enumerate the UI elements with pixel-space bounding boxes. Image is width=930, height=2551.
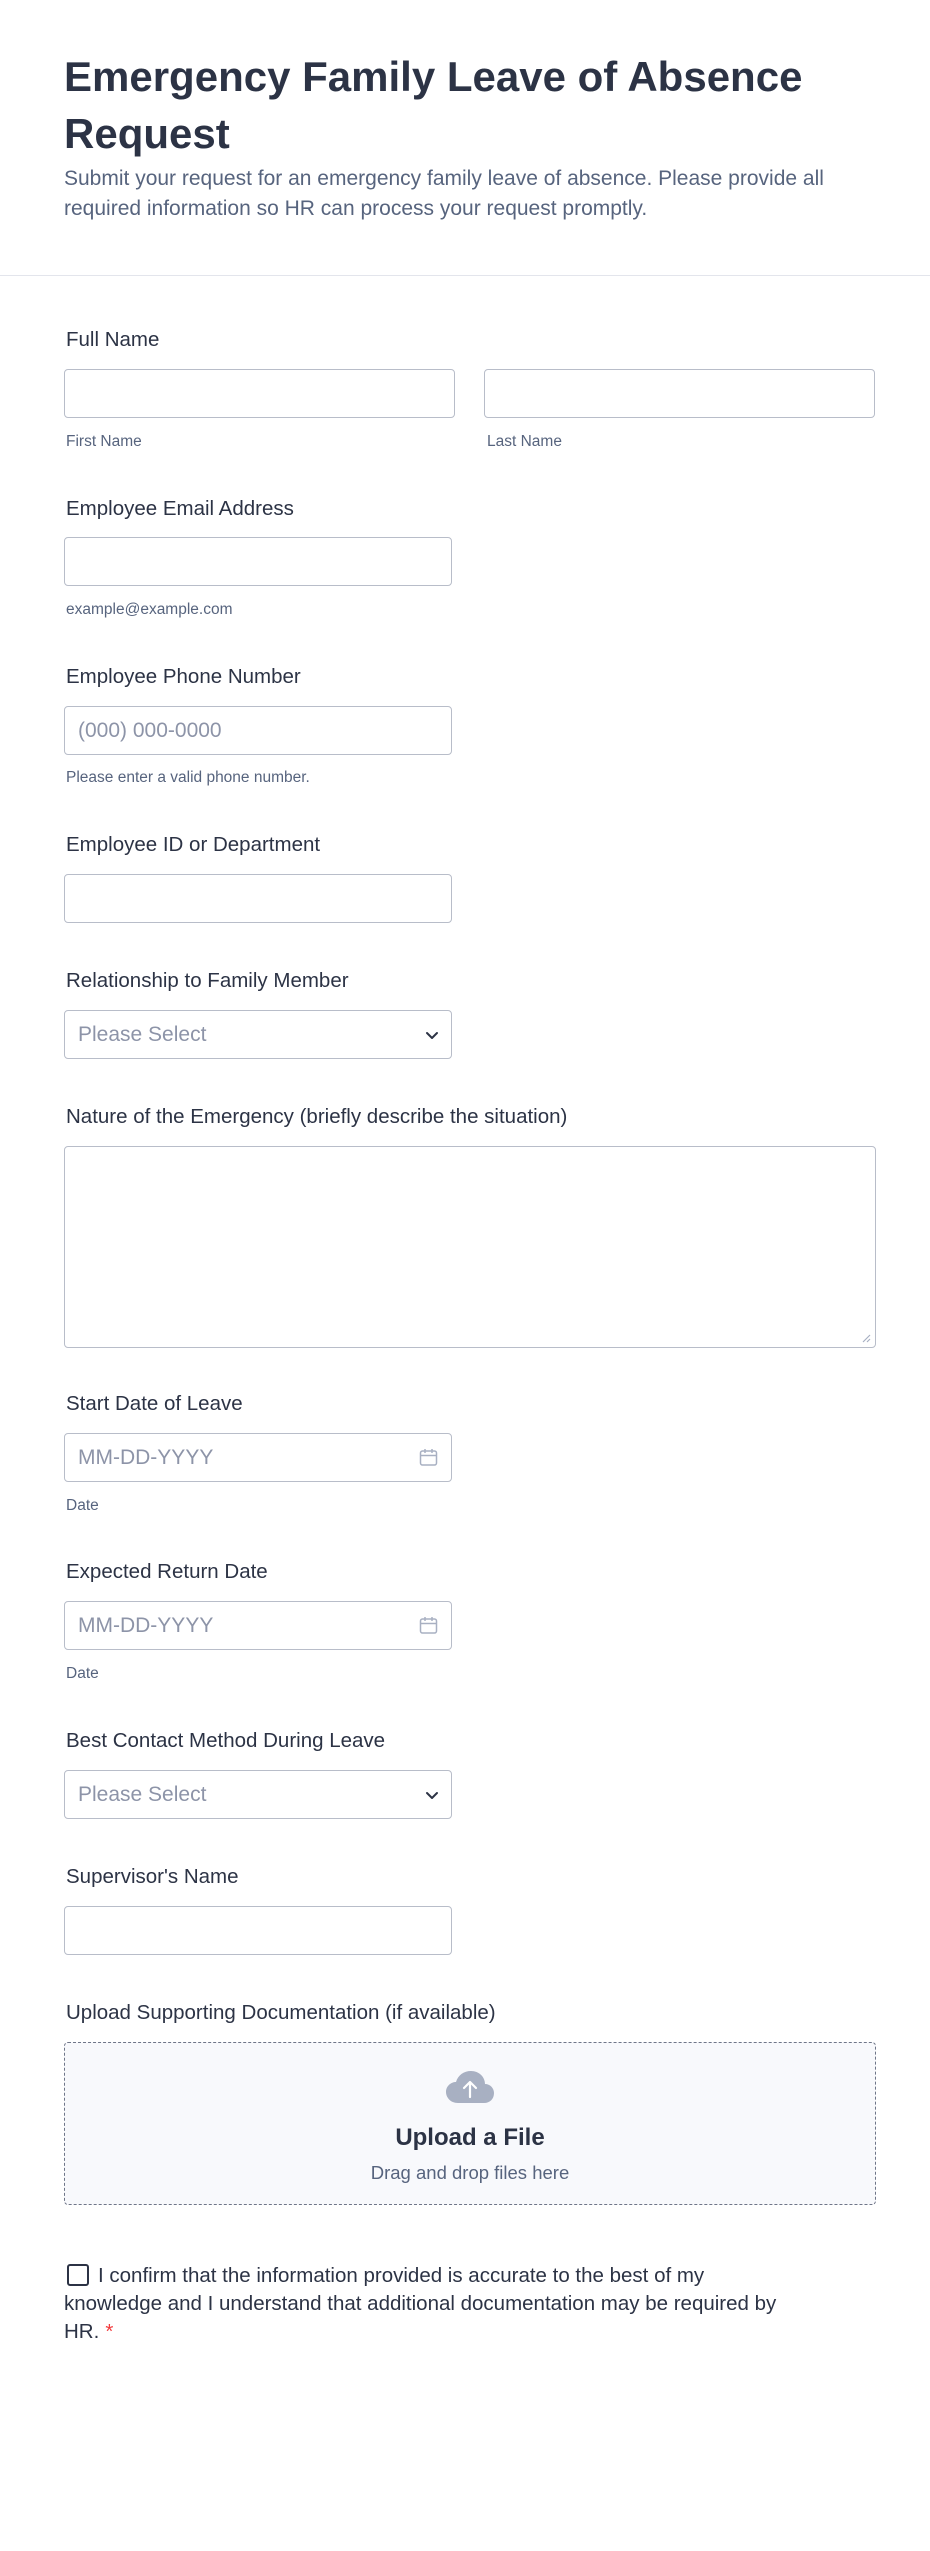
start-date-sublabel: Date	[66, 1497, 99, 1514]
phone-label: Employee Phone Number	[66, 665, 301, 688]
return-date-input[interactable]	[64, 1601, 452, 1650]
emergency-textarea[interactable]	[64, 1146, 876, 1348]
email-input[interactable]	[64, 537, 452, 586]
phone-sublabel: Please enter a valid phone number.	[66, 769, 310, 786]
employee-id-input[interactable]	[64, 874, 452, 923]
start-date-input[interactable]	[64, 1433, 452, 1482]
last-name-input[interactable]	[484, 369, 875, 418]
page-title: Emergency Family Leave of Absence Request	[64, 53, 803, 157]
return-date-label: Expected Return Date	[66, 1560, 268, 1583]
confirm-checkbox-row	[64, 2262, 784, 2346]
chevron-down-icon	[423, 1026, 441, 1044]
confirm-text: I confirm that the information provided is accurate to the best of my knowledge and I understand that additional documentation may be required by HR.	[64, 2264, 777, 2343]
employee-id-label: Employee ID or Department	[66, 833, 321, 856]
form-header	[0, 0, 930, 276]
phone-input[interactable]	[64, 706, 452, 755]
supervisor-input[interactable]	[64, 1906, 452, 1955]
chevron-down-icon	[423, 1786, 441, 1804]
cloud-upload-icon	[445, 2069, 495, 2105]
calendar-icon[interactable]	[419, 1616, 438, 1635]
page-subtitle: Submit your request for an emergency family leave of absence. Please provide all required information so HR can process your request promptly.	[64, 167, 824, 220]
first-name-sublabel: First Name	[66, 433, 142, 450]
supervisor-label: Supervisor's Name	[66, 1865, 239, 1888]
email-sublabel: example@example.com	[66, 601, 233, 618]
relationship-select[interactable]	[64, 1010, 452, 1059]
relationship-label: Relationship to Family Member	[66, 969, 349, 992]
resize-grip-icon[interactable]	[861, 1333, 871, 1343]
contact-method-selected-value: Please Select	[78, 1783, 207, 1806]
upload-subtitle: Drag and drop files here	[370, 2162, 570, 2183]
confirm-checkbox[interactable]	[67, 2264, 89, 2286]
calendar-icon[interactable]	[419, 1448, 438, 1467]
return-date-sublabel: Date	[66, 1665, 99, 1682]
upload-title: Upload a File	[395, 2124, 545, 2151]
email-label: Employee Email Address	[66, 497, 294, 520]
start-date-label: Start Date of Leave	[66, 1392, 243, 1415]
return-date-field	[64, 1601, 452, 1650]
contact-method-select[interactable]	[64, 1770, 452, 1819]
contact-method-label: Best Contact Method During Leave	[66, 1729, 386, 1752]
required-mark: *	[105, 2320, 114, 2343]
start-date-field	[64, 1433, 452, 1482]
first-name-input[interactable]	[64, 369, 455, 418]
relationship-selected-value: Please Select	[78, 1023, 207, 1046]
upload-label: Upload Supporting Documentation (if available)	[66, 2001, 496, 2024]
full-name-label: Full Name	[66, 328, 160, 351]
file-upload-dropzone[interactable]	[64, 2042, 876, 2205]
emergency-label: Nature of the Emergency (briefly describe the situation)	[66, 1105, 568, 1128]
last-name-sublabel: Last Name	[487, 433, 562, 450]
